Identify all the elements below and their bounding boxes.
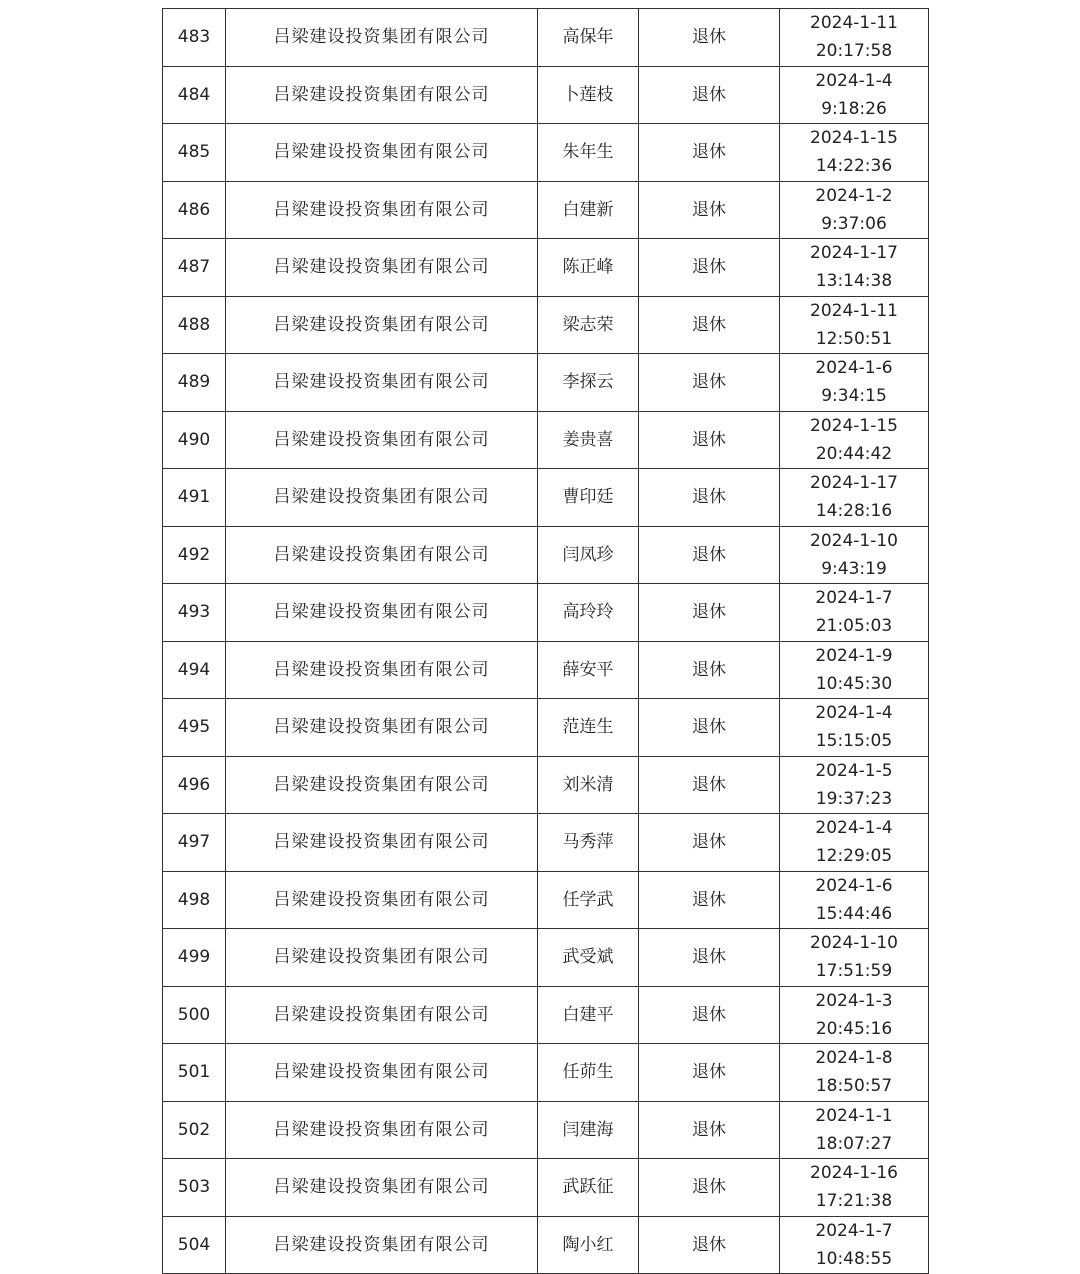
organization-cell: 吕梁建设投资集团有限公司 xyxy=(226,239,538,297)
timestamp-time: 20:44:42 xyxy=(815,443,893,464)
timestamp-time: 9:34:15 xyxy=(821,386,887,407)
timestamp-date: 2024-1-17 xyxy=(810,243,898,264)
row-number-cell: 500 xyxy=(163,986,226,1044)
person-name-cell: 武跃征 xyxy=(538,1159,639,1217)
timestamp-date: 2024-1-1 xyxy=(815,1105,893,1126)
person-name-cell: 薛安平 xyxy=(538,641,639,699)
timestamp-date: 2024-1-17 xyxy=(810,473,898,494)
timestamp-time: 14:28:16 xyxy=(815,501,893,522)
table-row xyxy=(163,756,929,814)
organization-cell: 吕梁建设投资集团有限公司 xyxy=(226,181,538,239)
timestamp-date: 2024-1-11 xyxy=(810,300,898,321)
row-number-cell: 489 xyxy=(163,354,226,412)
row-number-cell: 494 xyxy=(163,641,226,699)
row-number-cell: 488 xyxy=(163,296,226,354)
timestamp-cell xyxy=(780,871,929,929)
row-number-cell: 490 xyxy=(163,411,226,469)
timestamp-cell xyxy=(780,9,929,67)
person-name-cell: 白建平 xyxy=(538,986,639,1044)
table-row xyxy=(163,1159,929,1217)
table-row xyxy=(163,296,929,354)
timestamp-time: 9:43:19 xyxy=(821,558,887,579)
timestamp-cell xyxy=(780,181,929,239)
person-name-cell: 闫凤珍 xyxy=(538,526,639,584)
organization-cell: 吕梁建设投资集团有限公司 xyxy=(226,354,538,412)
organization-cell: 吕梁建设投资集团有限公司 xyxy=(226,1101,538,1159)
status-cell: 退休 xyxy=(639,9,780,67)
timestamp-date: 2024-1-4 xyxy=(815,703,893,724)
timestamp-time: 15:44:46 xyxy=(815,903,893,924)
status-cell: 退休 xyxy=(639,469,780,527)
organization-cell: 吕梁建设投资集团有限公司 xyxy=(226,9,538,67)
row-number-cell: 501 xyxy=(163,1044,226,1102)
row-number-cell: 486 xyxy=(163,181,226,239)
timestamp-cell xyxy=(780,66,929,124)
organization-cell: 吕梁建设投资集团有限公司 xyxy=(226,641,538,699)
status-cell: 退休 xyxy=(639,814,780,872)
timestamp-time: 12:29:05 xyxy=(815,846,893,867)
timestamp-time: 9:37:06 xyxy=(821,213,887,234)
status-cell: 退休 xyxy=(639,239,780,297)
status-cell: 退休 xyxy=(639,1159,780,1217)
status-cell: 退休 xyxy=(639,1216,780,1274)
row-number-cell: 503 xyxy=(163,1159,226,1217)
row-number-cell: 496 xyxy=(163,756,226,814)
document-page xyxy=(162,8,928,1274)
organization-cell: 吕梁建设投资集团有限公司 xyxy=(226,1044,538,1102)
status-cell: 退休 xyxy=(639,1101,780,1159)
timestamp-cell xyxy=(780,756,929,814)
person-name-cell: 卜莲枝 xyxy=(538,66,639,124)
status-cell: 退休 xyxy=(639,699,780,757)
status-cell: 退休 xyxy=(639,66,780,124)
status-cell: 退休 xyxy=(639,354,780,412)
person-name-cell: 白建新 xyxy=(538,181,639,239)
timestamp-time: 20:17:58 xyxy=(815,41,893,62)
timestamp-cell xyxy=(780,929,929,987)
timestamp-cell xyxy=(780,239,929,297)
row-number-cell: 495 xyxy=(163,699,226,757)
timestamp-cell xyxy=(780,986,929,1044)
timestamp-cell xyxy=(780,1044,929,1102)
organization-cell: 吕梁建设投资集团有限公司 xyxy=(226,584,538,642)
table-row xyxy=(163,584,929,642)
timestamp-date: 2024-1-7 xyxy=(815,1220,893,1241)
status-cell: 退休 xyxy=(639,871,780,929)
table-row xyxy=(163,66,929,124)
timestamp-date: 2024-1-6 xyxy=(815,875,893,896)
organization-cell: 吕梁建设投资集团有限公司 xyxy=(226,1159,538,1217)
timestamp-time: 14:22:36 xyxy=(815,156,893,177)
timestamp-time: 9:18:26 xyxy=(821,98,887,119)
person-name-cell: 马秀萍 xyxy=(538,814,639,872)
retiree-table xyxy=(162,8,929,1274)
row-number-cell: 487 xyxy=(163,239,226,297)
status-cell: 退休 xyxy=(639,641,780,699)
organization-cell: 吕梁建设投资集团有限公司 xyxy=(226,814,538,872)
table-row xyxy=(163,124,929,182)
timestamp-time: 15:15:05 xyxy=(815,731,893,752)
status-cell: 退休 xyxy=(639,756,780,814)
table-row xyxy=(163,1216,929,1274)
table-row xyxy=(163,871,929,929)
timestamp-time: 18:50:57 xyxy=(815,1076,893,1097)
organization-cell: 吕梁建设投资集团有限公司 xyxy=(226,469,538,527)
timestamp-time: 17:21:38 xyxy=(815,1191,893,1212)
organization-cell: 吕梁建设投资集团有限公司 xyxy=(226,929,538,987)
timestamp-date: 2024-1-2 xyxy=(815,185,893,206)
organization-cell: 吕梁建设投资集团有限公司 xyxy=(226,124,538,182)
person-name-cell: 曹印廷 xyxy=(538,469,639,527)
person-name-cell: 陈正峰 xyxy=(538,239,639,297)
row-number-cell: 484 xyxy=(163,66,226,124)
person-name-cell: 刘米清 xyxy=(538,756,639,814)
table-row xyxy=(163,181,929,239)
timestamp-time: 17:51:59 xyxy=(815,961,893,982)
timestamp-cell xyxy=(780,584,929,642)
status-cell: 退休 xyxy=(639,124,780,182)
timestamp-cell xyxy=(780,296,929,354)
organization-cell: 吕梁建设投资集团有限公司 xyxy=(226,699,538,757)
timestamp-cell xyxy=(780,469,929,527)
status-cell: 退休 xyxy=(639,181,780,239)
timestamp-date: 2024-1-4 xyxy=(815,818,893,839)
row-number-cell: 492 xyxy=(163,526,226,584)
person-name-cell: 武受斌 xyxy=(538,929,639,987)
person-name-cell: 高玲玲 xyxy=(538,584,639,642)
person-name-cell: 姜贵喜 xyxy=(538,411,639,469)
timestamp-cell xyxy=(780,814,929,872)
timestamp-date: 2024-1-3 xyxy=(815,990,893,1011)
timestamp-time: 13:14:38 xyxy=(815,271,893,292)
timestamp-time: 18:07:27 xyxy=(815,1133,893,1154)
timestamp-date: 2024-1-4 xyxy=(815,70,893,91)
timestamp-cell xyxy=(780,526,929,584)
timestamp-cell xyxy=(780,411,929,469)
table-row xyxy=(163,239,929,297)
organization-cell: 吕梁建设投资集团有限公司 xyxy=(226,296,538,354)
organization-cell: 吕梁建设投资集团有限公司 xyxy=(226,1216,538,1274)
person-name-cell: 陶小红 xyxy=(538,1216,639,1274)
timestamp-date: 2024-1-7 xyxy=(815,588,893,609)
table-row xyxy=(163,986,929,1044)
timestamp-date: 2024-1-6 xyxy=(815,358,893,379)
row-number-cell: 483 xyxy=(163,9,226,67)
timestamp-time: 10:45:30 xyxy=(815,673,893,694)
person-name-cell: 梁志荣 xyxy=(538,296,639,354)
table-row xyxy=(163,1044,929,1102)
person-name-cell: 闫建海 xyxy=(538,1101,639,1159)
status-cell: 退休 xyxy=(639,929,780,987)
timestamp-cell xyxy=(780,641,929,699)
status-cell: 退休 xyxy=(639,986,780,1044)
table-row xyxy=(163,929,929,987)
person-name-cell: 任学武 xyxy=(538,871,639,929)
timestamp-time: 20:45:16 xyxy=(815,1018,893,1039)
organization-cell: 吕梁建设投资集团有限公司 xyxy=(226,871,538,929)
timestamp-cell xyxy=(780,1101,929,1159)
timestamp-date: 2024-1-10 xyxy=(810,530,898,551)
timestamp-cell xyxy=(780,124,929,182)
timestamp-date: 2024-1-10 xyxy=(810,933,898,954)
timestamp-date: 2024-1-15 xyxy=(810,415,898,436)
table-row xyxy=(163,1101,929,1159)
person-name-cell: 范连生 xyxy=(538,699,639,757)
timestamp-time: 10:48:55 xyxy=(815,1248,893,1269)
timestamp-date: 2024-1-5 xyxy=(815,760,893,781)
status-cell: 退休 xyxy=(639,526,780,584)
person-name-cell: 任茆生 xyxy=(538,1044,639,1102)
table-body xyxy=(163,9,929,1274)
organization-cell: 吕梁建设投资集团有限公司 xyxy=(226,986,538,1044)
status-cell: 退休 xyxy=(639,584,780,642)
row-number-cell: 504 xyxy=(163,1216,226,1274)
table-row xyxy=(163,469,929,527)
organization-cell: 吕梁建设投资集团有限公司 xyxy=(226,756,538,814)
row-number-cell: 499 xyxy=(163,929,226,987)
status-cell: 退休 xyxy=(639,1044,780,1102)
timestamp-time: 19:37:23 xyxy=(815,788,893,809)
row-number-cell: 493 xyxy=(163,584,226,642)
organization-cell: 吕梁建设投资集团有限公司 xyxy=(226,411,538,469)
person-name-cell: 高保年 xyxy=(538,9,639,67)
table-row xyxy=(163,411,929,469)
table-row xyxy=(163,354,929,412)
timestamp-date: 2024-1-15 xyxy=(810,128,898,149)
row-number-cell: 491 xyxy=(163,469,226,527)
timestamp-date: 2024-1-8 xyxy=(815,1048,893,1069)
row-number-cell: 498 xyxy=(163,871,226,929)
table-row xyxy=(163,9,929,67)
person-name-cell: 李探云 xyxy=(538,354,639,412)
organization-cell: 吕梁建设投资集团有限公司 xyxy=(226,526,538,584)
timestamp-date: 2024-1-11 xyxy=(810,13,898,34)
timestamp-time: 21:05:03 xyxy=(815,616,893,637)
table-row xyxy=(163,641,929,699)
timestamp-cell xyxy=(780,1216,929,1274)
row-number-cell: 485 xyxy=(163,124,226,182)
timestamp-cell xyxy=(780,699,929,757)
organization-cell: 吕梁建设投资集团有限公司 xyxy=(226,66,538,124)
status-cell: 退休 xyxy=(639,411,780,469)
table-row xyxy=(163,526,929,584)
timestamp-date: 2024-1-9 xyxy=(815,645,893,666)
person-name-cell: 朱年生 xyxy=(538,124,639,182)
timestamp-time: 12:50:51 xyxy=(815,328,893,349)
timestamp-cell xyxy=(780,1159,929,1217)
timestamp-cell xyxy=(780,354,929,412)
status-cell: 退休 xyxy=(639,296,780,354)
table-row xyxy=(163,699,929,757)
row-number-cell: 497 xyxy=(163,814,226,872)
table-row xyxy=(163,814,929,872)
timestamp-date: 2024-1-16 xyxy=(810,1163,898,1184)
row-number-cell: 502 xyxy=(163,1101,226,1159)
